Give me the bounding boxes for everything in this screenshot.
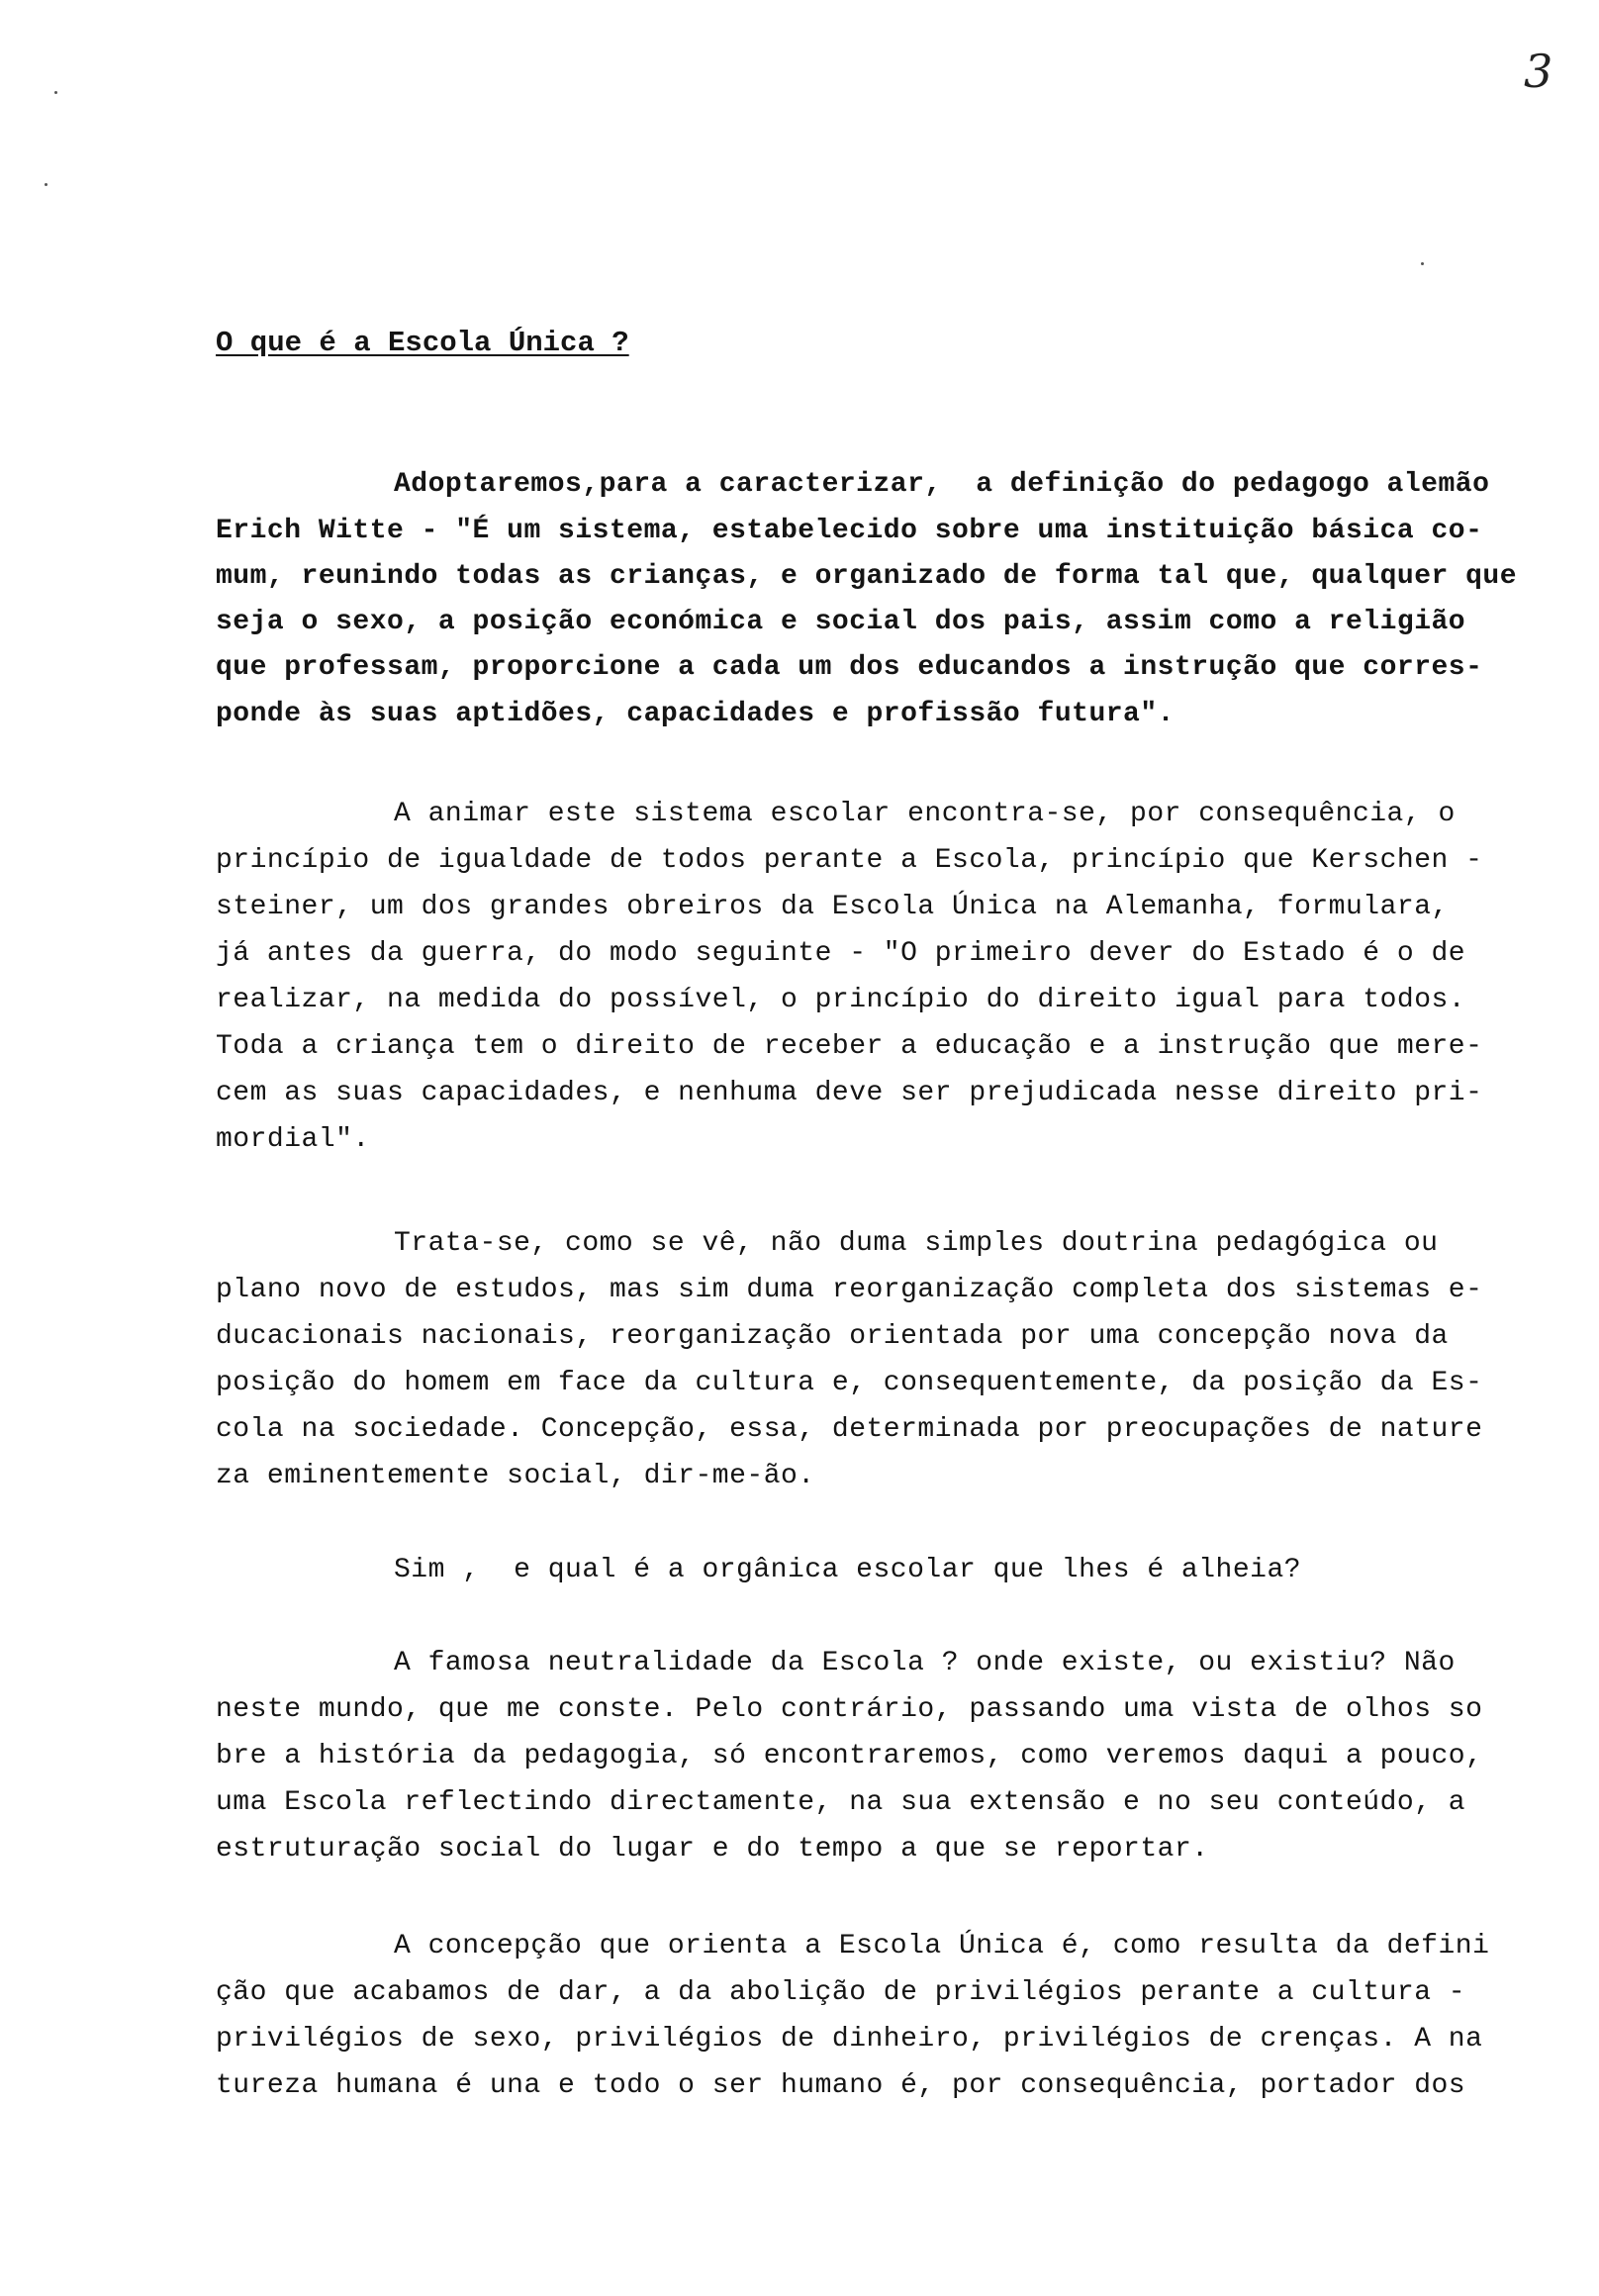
paragraph-6-line-3: privilégios de sexo, privilégios de dinheiro, privilégios de crenças. A na (216, 2024, 1483, 2055)
scan-speck (45, 183, 47, 186)
page-number: 3 (1524, 45, 1553, 98)
scan-speck (1421, 262, 1424, 265)
paragraph-2-line-2: princípio de igualdade de todos perante a Escola, princípio que Kerschen - (216, 845, 1483, 876)
paragraph-6-line-4: tureza humana é una e todo o ser humano é, por consequência, portador dos (216, 2070, 1466, 2101)
document-title: O que é a Escola Única ? (216, 327, 629, 359)
paragraph-1-line-5: que professam, proporcione a cada um dos educandos a instrução que corres- (216, 652, 1483, 683)
paragraph-5-line-4: uma Escola reflectindo directamente, na sua extensão e no seu conteúdo, a (216, 1787, 1466, 1818)
paragraph-2-line-4: já antes da guerra, do modo seguinte - "O primeiro dever do Estado é o de (216, 938, 1466, 969)
paragraph-1-line-3: mum, reunindo todas as crianças, e organizado de forma tal que, qualquer que (216, 561, 1518, 592)
paragraph-1-line-6: ponde às suas aptidões, capacidades e profissão futura". (216, 699, 1175, 729)
paragraph-2-line-8: mordial". (216, 1124, 370, 1155)
paragraph-2-line-1: A animar este sistema escolar encontra-se, por consequência, o (394, 799, 1456, 829)
scan-speck (54, 91, 57, 94)
paragraph-3-line-1: Trata-se, como se vê, não duma simples doutrina pedagógica ou (394, 1228, 1439, 1259)
paragraph-5-line-5: estruturação social do lugar e do tempo a que se reportar. (216, 1834, 1209, 1865)
paragraph-6-line-2: ção que acabamos de dar, a da abolição de privilégios perante a cultura - (216, 1977, 1466, 2008)
paragraph-5-line-1: A famosa neutralidade da Escola ? onde existe, ou existiu? Não (394, 1648, 1456, 1678)
paragraph-1-line-1: Adoptaremos,para a caracterizar, a definição do pedagogo alemão (394, 469, 1490, 500)
paragraph-3-line-3: ducacionais nacionais, reorganização orientada por uma concepção nova da (216, 1321, 1449, 1352)
paragraph-2-line-6: Toda a criança tem o direito de receber a educação e a instrução que mere- (216, 1031, 1483, 1062)
paragraph-3-line-2: plano novo de estudos, mas sim duma reorganização completa dos sistemas e- (216, 1275, 1483, 1305)
paragraph-2-line-3: steiner, um dos grandes obreiros da Escola Única na Alemanha, formulara, (216, 892, 1449, 922)
paragraph-5-line-2: neste mundo, que me conste. Pelo contrário, passando uma vista de olhos so (216, 1694, 1483, 1725)
paragraph-4-line-1: Sim , e qual é a orgânica escolar que lhes é alheia? (394, 1555, 1302, 1585)
paragraph-3-line-5: cola na sociedade. Concepção, essa, determinada por preocupações de nature (216, 1414, 1483, 1445)
paragraph-3-line-4: posição do homem em face da cultura e, consequentemente, da posição da Es- (216, 1368, 1483, 1398)
paragraph-2-line-5: realizar, na medida do possível, o princípio do direito igual para todos. (216, 985, 1466, 1015)
paragraph-5-line-3: bre a história da pedagogia, só encontraremos, como veremos daqui a pouco, (216, 1741, 1483, 1771)
paragraph-1-line-2: Erich Witte - "É um sistema, estabelecido sobre uma instituição básica co- (216, 516, 1483, 546)
paragraph-6-line-1: A concepção que orienta a Escola Única é, como resulta da defini (394, 1931, 1490, 1961)
paragraph-2-line-7: cem as suas capacidades, e nenhuma deve ser prejudicada nesse direito pri- (216, 1078, 1483, 1108)
paragraph-3-line-6: za eminentemente social, dir-me-ão. (216, 1461, 815, 1491)
paragraph-1-line-4: seja o sexo, a posição económica e social dos pais, assim como a religião (216, 607, 1466, 637)
